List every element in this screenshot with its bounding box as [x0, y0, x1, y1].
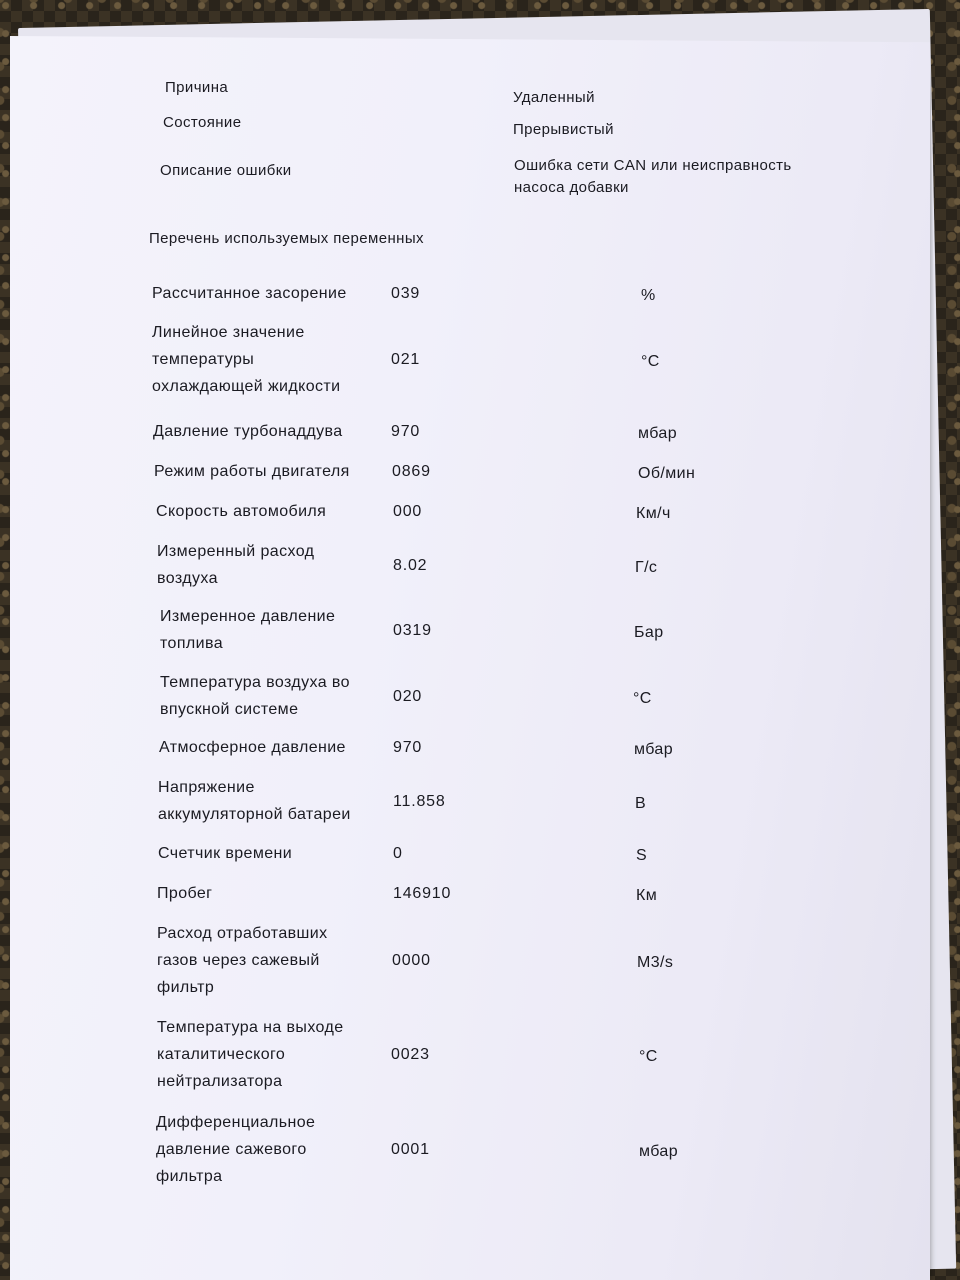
variable-value: 11.858: [393, 792, 446, 810]
variable-name-line: Режим работы двигателя: [154, 463, 350, 480]
variable-unit: M3/s: [637, 954, 674, 971]
variable-value: 0: [393, 845, 403, 862]
document-page: [10, 36, 930, 1280]
variable-value: 000: [393, 503, 423, 520]
variable-unit: °C: [641, 353, 660, 370]
variable-value: 8.02: [393, 556, 428, 574]
variable-name-line: фильтра: [156, 1168, 223, 1185]
cause-label: Причина: [165, 79, 229, 96]
variable-unit: °C: [639, 1048, 658, 1065]
variable-name-line: фильтр: [157, 979, 215, 996]
variable-name-line: газов через сажевый: [157, 952, 320, 969]
variable-name-line: Температура на выходе: [157, 1019, 344, 1036]
variable-value: 0319: [393, 621, 432, 639]
variable-value: 970: [393, 739, 423, 756]
variable-name-line: Измеренное давление: [160, 608, 336, 625]
variable-name-line: Линейное значение: [152, 324, 305, 341]
variable-name-line: Расход отработавших: [157, 925, 328, 942]
variable-value: 0000: [392, 952, 431, 969]
variable-value: 021: [391, 351, 421, 368]
variable-name-line: топлива: [160, 635, 224, 652]
error-description-label: Описание ошибки: [160, 162, 292, 179]
error-description-value-line-1: Ошибка сети CAN или неисправность: [514, 157, 792, 174]
cause-value: Удаленный: [513, 89, 595, 106]
variable-unit: мбар: [639, 1143, 679, 1160]
variable-name-line: охлаждающей жидкости: [152, 378, 341, 395]
variable-unit: Км/ч: [636, 505, 671, 522]
variable-value: 020: [393, 687, 423, 705]
variable-name-line: Температура воздуха во: [160, 674, 350, 691]
variable-name-line: Рассчитанное засорение: [152, 285, 347, 302]
variable-unit: мбар: [634, 741, 674, 758]
variable-value: 146910: [393, 885, 452, 902]
variable-unit: мбар: [638, 425, 678, 442]
variable-name-line: Давление турбонаддува: [153, 423, 343, 440]
variable-value: 039: [391, 285, 421, 302]
variable-name-line: Дифференциальное: [156, 1114, 316, 1131]
variables-section-title: Перечень используемых переменных: [149, 230, 424, 247]
variable-unit: S: [636, 847, 648, 864]
state-label: Состояние: [163, 114, 242, 131]
variable-name-line: воздуха: [157, 570, 218, 587]
variable-name-line: температуры: [152, 351, 255, 368]
variable-name-line: нейтрализатора: [157, 1073, 283, 1090]
variable-name-line: давление сажевого: [156, 1141, 307, 1158]
variable-name-line: впускной системе: [160, 701, 299, 718]
variable-unit: Г/с: [635, 558, 658, 576]
variable-unit: °C: [633, 689, 652, 707]
variable-name-line: аккумуляторной батареи: [158, 806, 351, 823]
error-description-value-line-2: насоса добавки: [514, 179, 629, 196]
variable-unit: B: [635, 794, 647, 812]
variable-name-line: Атмосферное давление: [159, 739, 346, 756]
variable-unit: %: [641, 287, 656, 304]
variable-unit: Об/мин: [638, 465, 696, 482]
variable-name-line: Напряжение: [158, 779, 255, 796]
variable-name-line: каталитического: [157, 1046, 286, 1063]
state-value: Прерывистый: [513, 121, 614, 138]
variable-unit: Бар: [634, 623, 664, 641]
variable-name-line: Пробег: [157, 885, 213, 902]
variable-value: 0869: [392, 463, 431, 480]
variable-value: 970: [391, 423, 421, 440]
variable-value: 0001: [391, 1141, 430, 1158]
variable-unit: Км: [636, 887, 658, 904]
variable-name-line: Счетчик времени: [158, 845, 293, 862]
variable-value: 0023: [391, 1046, 430, 1063]
variable-name-line: Скорость автомобиля: [156, 503, 327, 520]
variable-name-line: Измеренный расход: [157, 543, 315, 560]
